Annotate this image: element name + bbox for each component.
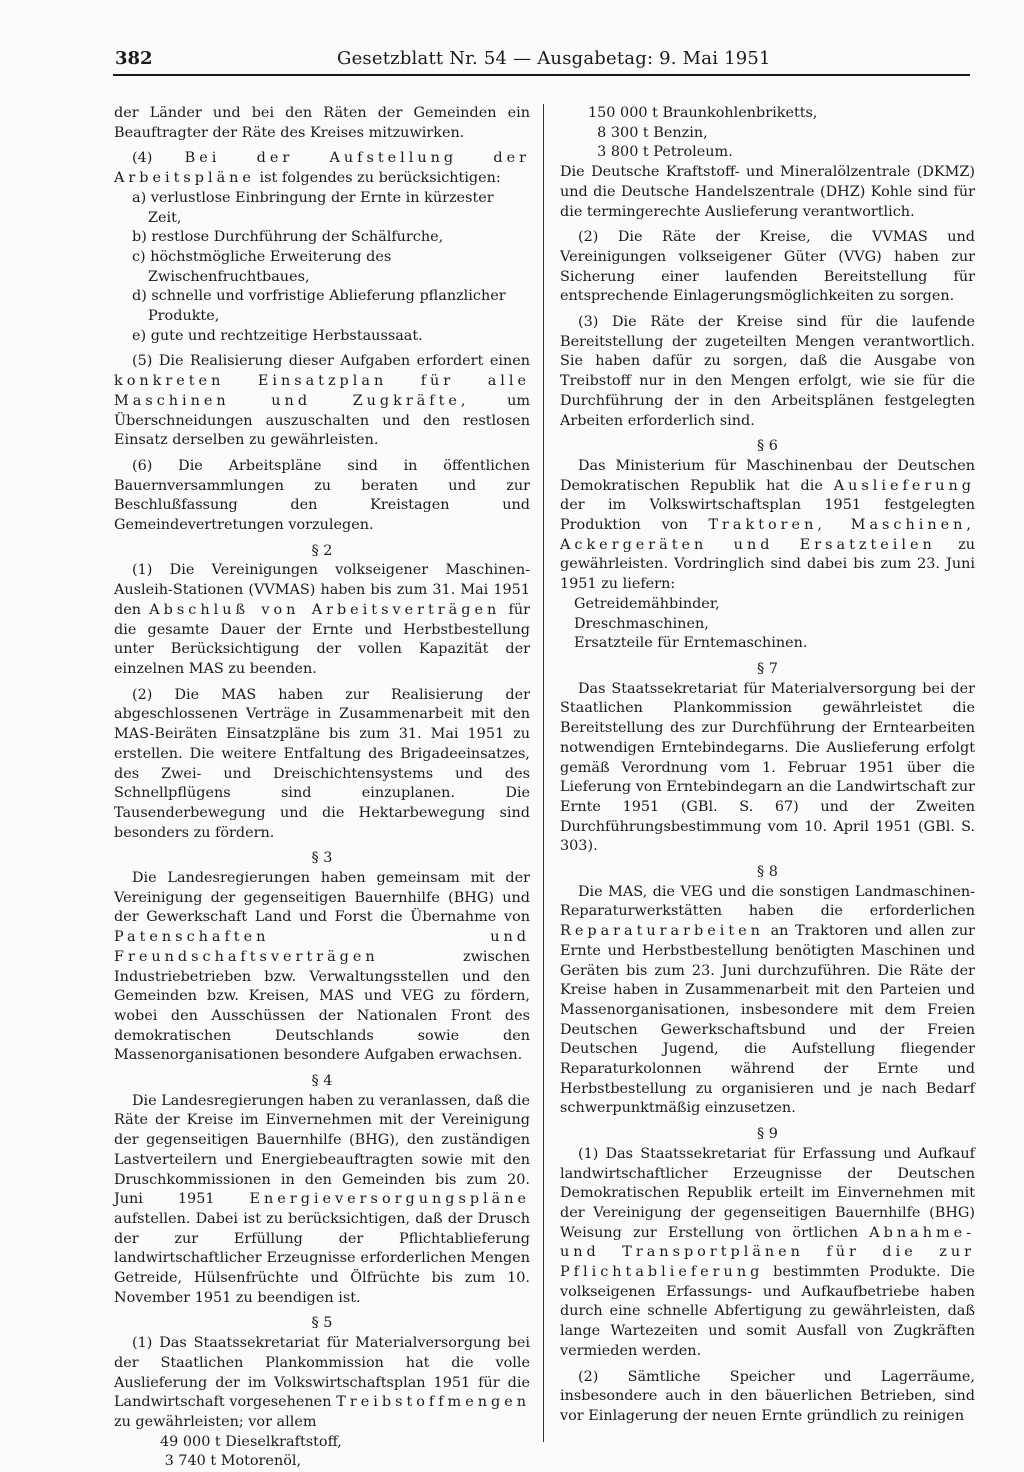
section-heading-4: § 4 — [311, 1073, 333, 1090]
delivery-item: Dreschmaschinen, — [574, 615, 709, 632]
header-title: Gesetzblatt Nr. 54 — Ausgabetag: 9. Mai 1951 — [337, 48, 771, 69]
section-3-paragraph: Die Landesregierungen haben gemeinsam mit der Vereinigung der gegenseitigen Bauernhilfe (BHG) und der Gewerkschaft Land und Forst die Übernahme von Patenschaften und Freundschaftsverträgen zwischen Industriebetrieben bzw. Verwaltungsstellen und den Gemeinden bzw. Kreisen, MAS und VEG zu fördern, wobei den Ausschüssen der Nationalen Front des demokratischen Deutschlands sowie den Massenorganisationen besondere Aufgaben erwachsen. — [114, 870, 530, 1064]
quantity-line: 49 000 t Dieselkraftstoff, — [160, 1433, 342, 1450]
section-heading-3: § 3 — [311, 850, 333, 867]
column-divider — [543, 104, 544, 1442]
section-9-paragraph-1: (1) Das Staatssekretariat für Erfassung und Aufkauf landwirtschaftlicher Erzeugnisse der Deutschen Demokratischen Republik erteilt im Einvernehmen mit der Vereinigung der gegenseitigen Bauernhilfe (BHG) Weisung zur Erstellung von örtlichen Abnahme- und Transportplänen für die zur Pflichtablieferung bestimmten Produkte. Die volkseigenen Erfassungs- und Aufkaufbetriebe haben durch eine schnelle Abfertigung zu gewährleisten, daß lange Wartezeiten und somit Ausfall von Zugkräften vermieden werden. — [560, 1145, 975, 1359]
section-5-paragraph-3: (3) Die Räte der Kreise sind für die laufende Bereitstellung der zugeteilten Mengen verantwortlich. Sie haben dafür zu sorgen, daß die Ausgabe von Treibstoff nur in den Mengen erfolgt, wie sie für die Durchführung der in den Arbeitsplänen festgelegten Arbeiten erforderlich sind. — [560, 314, 975, 429]
quantity-line: 8 300 t Benzin, — [588, 124, 708, 141]
section-5-paragraph-2: (2) Die Räte der Kreise, die VVMAS und Vereinigungen volkseigener Güter (VVG) haben zur Sicherung einer laufenden Bereitstellung für entsprechende Einlagerungsmöglichkeiten zu sorgen. — [560, 229, 975, 305]
section-heading-5: § 5 — [311, 1315, 333, 1332]
list-item: c) höchstmögliche Erweiterung des Zwischenfruchtbaues, — [132, 248, 392, 285]
page-number: 382 — [115, 48, 153, 69]
delivery-item: Getreidemähbinder, — [574, 595, 720, 612]
quantity-line: 150 000 t Braunkohlenbriketts, — [588, 105, 818, 121]
section-heading-9: § 9 — [757, 1126, 778, 1143]
list-item: d) schnelle und vorfristige Ablieferung pflanzlicher Produkte, — [132, 288, 506, 325]
section-heading-2: § 2 — [311, 542, 333, 559]
section-heading-6: § 6 — [757, 438, 778, 455]
section-8-paragraph: Die MAS, die VEG und die sonstigen Landmaschinen-Reparaturwerkstätten haben die erforderlichen Reparaturarbeiten an Traktoren und allen zur Ernte und Herbstbestellung benötigten Maschinen und Geräten bis zum 23. Juni durchzuführen. Die Räte der Kreise haben in Zusammenarbeit mit den Parteien und Massenorganisationen, insbesondere mit dem Freien Deutschen Gewerkschaftsbund und der Freien Deutschen Jugend, die Aufstellung fliegender Reparaturkolonnen während der Ernte und Herbstbestellung zu organisieren und je nach Bedarf schwerpunktmäßig einzusetzen. — [560, 883, 975, 1117]
left-column — [114, 104, 530, 1472]
quantity-line: 3 740 t Motorenöl, — [160, 1453, 302, 1470]
considerations-list — [114, 189, 530, 347]
section-5-paragraph-1: (1) Das Staatssekretariat für Materialversorgung bei der Staatlichen Plankommission hat die volle Auslieferung der im Volkswirtschaftsplan 1951 für die Landwirtschaft vorgesehenen Treibstoffmengen zu gewährleisten; vor allem — [114, 1335, 530, 1430]
paragraph-continuation: der Länder und bei den Räten der Gemeinden ein Beauftragter der Räte des Kreises mitzuwirken. — [114, 105, 530, 141]
section-6-paragraph: Das Ministerium für Maschinenbau der Deutschen Demokratischen Republik hat die Auslieferung der im Volkswirtschaftsplan 1951 festgelegten Produktion von Traktoren, Maschinen, Ackergeräten und Ersatzteilen zu gewährleisten. Vordringlich sind dabei bis zum 23. Juni 1951 zu liefern: — [560, 457, 975, 593]
list-item: a) verlustlose Einbringung der Ernte in kürzester Zeit, — [132, 189, 494, 226]
section-9-paragraph-2: (2) Sämtliche Speicher und Lagerräume, insbesondere auch in den bäuerlichen Betrieben, sind vor Einlagerung der neuen Ernte gründlich zu reinigen — [560, 1368, 975, 1424]
paragraph-5: (5) Die Realisierung dieser Aufgaben erfordert einen konkreten Einsatzplan für alle Maschinen und Zugkräfte, um Überschneidungen auszuschalten und den restlosen Einsatz derselben zu gewährleisten. — [114, 353, 531, 449]
paragraph-6: (6) Die Arbeitspläne sind in öffentlichen Bauernversammlungen zu beraten und zur Beschlußfassung den Kreistagen und Gemeindevertretungen vorzulegen. — [114, 457, 530, 534]
quantity-line: 3 800 t Petroleum. — [588, 144, 733, 161]
section-2-paragraph-1: (1) Die Vereinigungen volkseigener Maschinen-Ausleih-Stationen (VVMAS) haben bis zum 31. Mai 1951 den Abschluß von Arbeitsverträgen für die gesamte Dauer der Ernte und Herbstbestellung unter Berücksichtigung der vollen Kapazität der einzelnen MAS zu beenden. — [114, 562, 530, 677]
section-heading-7: § 7 — [757, 660, 778, 677]
section-5-continuation: Die Deutsche Kraftstoff- und Mineralölzentrale (DKMZ) und die Deutsche Handelszentrale (DHZ) Kohle sind für die termingerechte Auslieferung verantwortlich. — [560, 164, 975, 220]
section-2-paragraph-2: (2) Die MAS haben zur Realisierung der abgeschlossenen Verträge in Zusammenarbeit mit den MAS-Beiräten Einsatzpläne bis zum 31. Mai 1951 zu erstellen. Die weitere Entfaltung des Brigadeeinsatzes, des Zwei- und Dreischichtensystems und des Schnellpflügens sind einzuplanen. Die Tausenderbewegung und die Hektarbewegung sind besonders zu fördern. — [114, 686, 530, 841]
delivery-item: Ersatzteile für Erntemaschinen. — [574, 635, 808, 652]
list-item: e) gute und rechtzeitige Herbstaussaat. — [132, 327, 423, 344]
list-item: b) restlose Durchführung der Schälfurche, — [132, 229, 444, 246]
paragraph-4: (4) Bei der Aufstellung der Arbeitspläne ist folgendes zu berücksichtigen: — [114, 150, 531, 187]
page-header — [113, 48, 970, 76]
section-heading-8: § 8 — [757, 864, 778, 881]
right-column — [560, 104, 975, 1427]
section-7-paragraph: Das Staatssekretariat für Materialversorgung bei der Staatlichen Plankommission gewährleistet die Bereitstellung des zur Durchführung der Erntearbeiten notwendigen Erntebindegarns. Die Auslieferung erfolgt gemäß Verordnung vom 1. Februar 1951 über die Lieferung von Erntebindegarn an die Landwirtschaft zur Ernte 1951 (GBl. S. 67) und der Zweiten Durchführungsbestimmung vom 10. April 1951 (GBl. S. 303). — [560, 680, 975, 855]
section-4-paragraph: Die Landesregierungen haben zu veranlassen, daß die Räte der Kreise im Einvernehmen mit der Vereinigung der gegenseitigen Bauernhilfe (BHG), den zuständigen Lastverteilern und Energiebeauftragten sowie mit den Druschkommissionen in den Gemeinden bis zum 20. Juni 1951 Energieversorgungspläne aufstellen. Dabei ist zu berücksichtigen, daß der Drusch der zur Erfüllung der Pflichtablieferung landwirtschaftlicher Erzeugnisse erforderlichen Mengen Getreide, Hülsenfrüchte und Ölfrüchte bis zum 10. November 1951 zu beendigen ist. — [114, 1092, 531, 1306]
